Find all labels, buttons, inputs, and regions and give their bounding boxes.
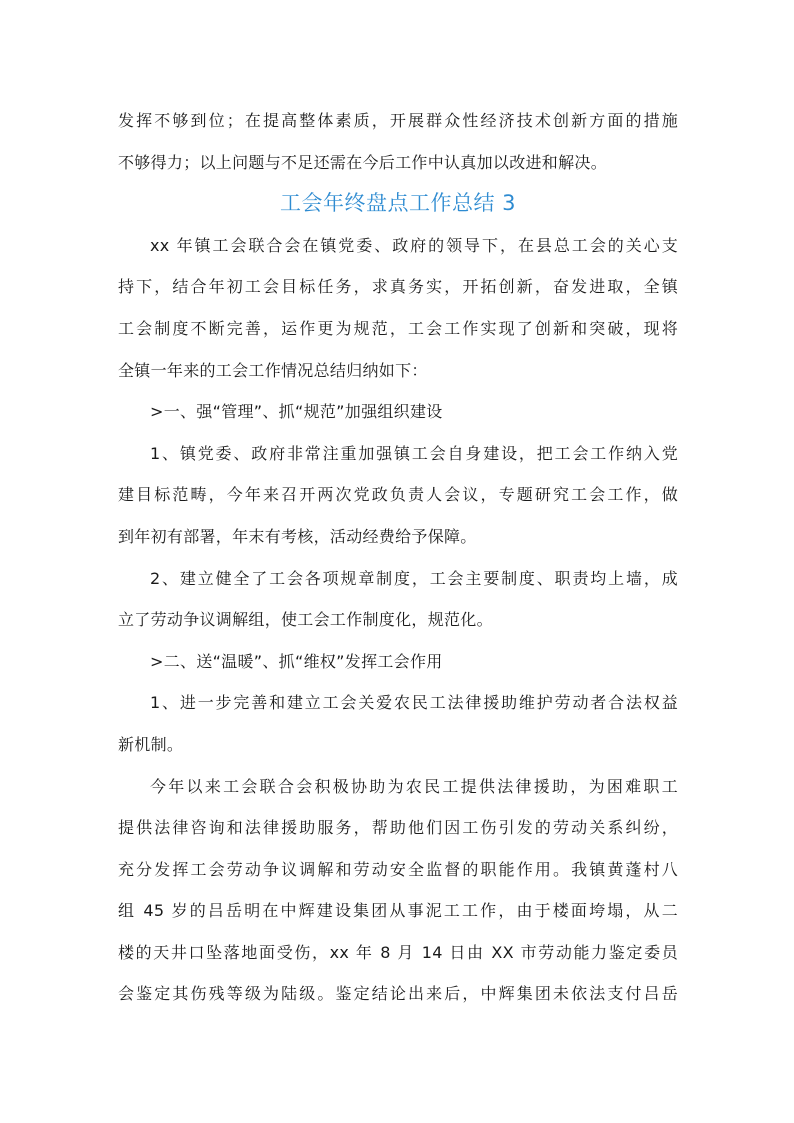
subsection-heading-1: >一、强“管理”、抓“规范”加强组织建设 xyxy=(150,402,443,422)
document-body xyxy=(118,100,678,1015)
paragraph-line: 建目标范畴，今年来召开两次党政负责人会议，专题研究工会工作，做 xyxy=(118,485,678,505)
paragraph-line: 工会制度不断完善，运作更为规范，工会工作实现了创新和突破，现将 xyxy=(118,318,678,338)
paragraph-line: 全镇一年来的工会工作情况总结归纳如下： xyxy=(118,360,428,380)
intro-line: 不够得力；以上问题与不足还需在今后工作中认真加以改进和解决。 xyxy=(118,152,608,172)
paragraph-line: 立了劳动争议调解组，使工会工作制度化，规范化。 xyxy=(118,610,493,630)
paragraph-line: xx 年镇工会联合会在镇党委、政府的领导下，在县总工会的关心支 xyxy=(150,235,678,255)
section-title: 工会年终盘点工作总结 3 xyxy=(279,191,517,216)
paragraph-line: 到年初有部署，年末有考核，活动经费给予保障。 xyxy=(118,526,477,546)
paragraph-line: 今年以来工会联合会积极协助为农民工提供法律援助，为困难职工 xyxy=(150,776,678,796)
paragraph-line: 2、建立健全了工会各项规章制度，工会主要制度、职责均上墙，成 xyxy=(150,568,678,588)
paragraph-line: 1、镇党委、政府非常注重加强镇工会自身建设，把工会工作纳入党 xyxy=(150,443,678,463)
paragraph-line: 新机制。 xyxy=(118,734,184,754)
paragraph-line: 楼的天井口坠落地面受伤，xx 年 8 月 14 日由 XX 市劳动能力鉴定委员 xyxy=(118,942,678,962)
paragraph-line: 1、进一步完善和建立工会关爱农民工法律援助维护劳动者合法权益 xyxy=(150,693,678,713)
paragraph-line: 会鉴定其伤残等级为陆级。鉴定结论出来后，中辉集团未依法支付吕岳 xyxy=(118,984,678,1004)
paragraph-line: 组 45 岁的吕岳明在中辉建设集团从事泥工工作，由于楼面垮塌，从二 xyxy=(118,901,678,921)
subsection-heading-2: >二、送“温暖”、抓“维权”发挥工会作用 xyxy=(150,651,443,671)
paragraph-line: 提供法律咨询和法律援助服务，帮助他们因工伤引发的劳动关系纠纷， xyxy=(118,818,678,838)
paragraph-line: 充分发挥工会劳动争议调解和劳动安全监督的职能作用。我镇黄蓬村八 xyxy=(118,859,678,879)
paragraph-line: 持下，结合年初工会目标任务，求真务实，开拓创新，奋发进取，全镇 xyxy=(118,277,678,297)
intro-line: 发挥不够到位；在提高整体素质，开展群众性经济技术创新方面的措施 xyxy=(118,111,678,130)
